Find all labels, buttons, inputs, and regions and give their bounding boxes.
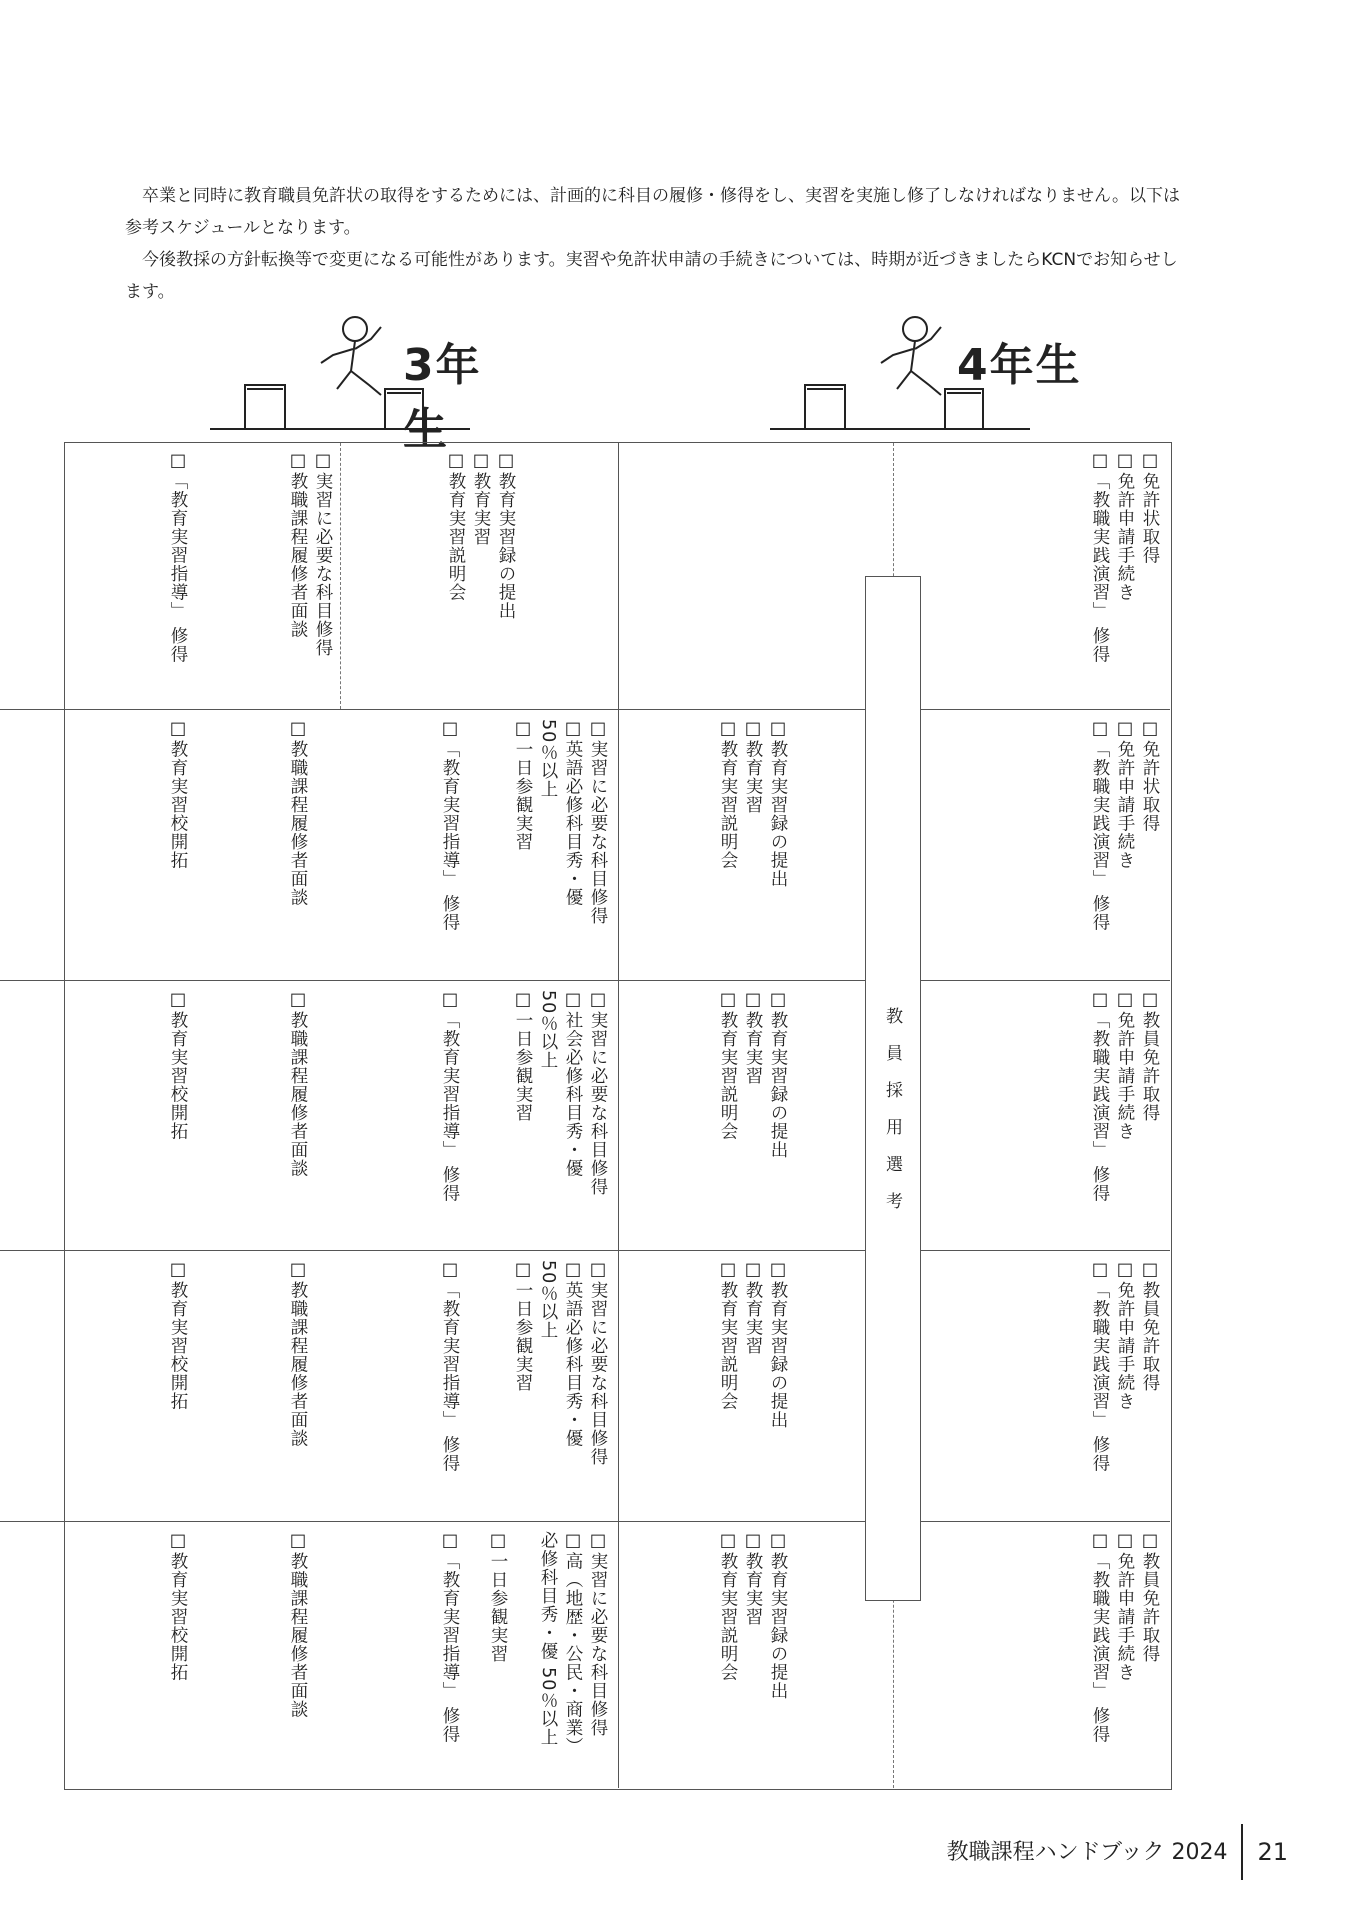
row4-y3-school-search: □教育実習校開拓 xyxy=(168,1260,188,1411)
row2-y4-seminar: □「教職実践演習」 修得 xyxy=(1090,719,1110,932)
row-divider-tick xyxy=(0,709,64,710)
row5-y3-grade-req: 必修科目秀・優 50％以上 xyxy=(538,1531,558,1747)
row5-y4-license: □教員免許取得 xyxy=(1140,1531,1160,1663)
row3-y3-required-subjects: □実習に必要な科目修得 xyxy=(588,990,608,1196)
year3-title: 3年生 xyxy=(403,340,482,455)
row3-y4-application: □免許申請手続き xyxy=(1115,990,1135,1141)
year-divider xyxy=(618,443,619,1788)
row4-y3-interview: □教職課程履修者面談 xyxy=(288,1260,308,1448)
row-divider-tick xyxy=(0,1250,64,1251)
row3-y4-practice: □教育実習 xyxy=(743,990,763,1085)
row3-y3-school-search: □教育実習校開拓 xyxy=(168,990,188,1141)
row2-y3-practice-guidance: □「教育実習指導」 修得 xyxy=(440,719,460,932)
row4-y3-practice-guidance: □「教育実習指導」 修得 xyxy=(440,1260,460,1473)
row5-y3-interview: □教職課程履修者面談 xyxy=(288,1531,308,1719)
row2-y4-practice: □教育実習 xyxy=(743,719,763,814)
row1-y4-seminar: □「教職実践演習」 修得 xyxy=(1090,451,1110,664)
schedule-table xyxy=(64,442,1172,1790)
row4-y3-observation: □一日参観実習 xyxy=(513,1260,533,1392)
row5-y4-practice: □教育実習 xyxy=(743,1531,763,1626)
intro-text xyxy=(125,180,1185,308)
row2-y4-record-submit: □教育実習録の提出 xyxy=(768,719,788,888)
row5-y3-high-school-subjects: □高（地歴・公民・商業） xyxy=(563,1531,583,1756)
row4-y4-license: □教員免許取得 xyxy=(1140,1260,1160,1392)
teacher-exam-label: 教員採用選考 xyxy=(882,1007,902,1229)
row1-y4-application: □免許申請手続き xyxy=(1115,451,1135,602)
row2-y3-grade-req: □英語必修科目秀・優 xyxy=(563,719,583,907)
row4-y3-grade-req: □英語必修科目秀・優 xyxy=(563,1260,583,1448)
row5-y3-required-subjects: □実習に必要な科目修得 xyxy=(588,1531,608,1737)
row3-y4-record-submit: □教育実習録の提出 xyxy=(768,990,788,1159)
row2-y3-percent: 50％以上 xyxy=(538,719,558,799)
row4-y4-seminar: □「教職実践演習」 修得 xyxy=(1090,1260,1110,1473)
row4-y4-record-submit: □教育実習録の提出 xyxy=(768,1260,788,1429)
row1-y4-license: □免許状取得 xyxy=(1140,451,1160,565)
year4-title: 4年生 xyxy=(957,340,1082,391)
row3-y4-license: □教員免許取得 xyxy=(1140,990,1160,1122)
row3-y4-briefing: □教育実習説明会 xyxy=(718,990,738,1141)
row5-y3-observation: □一日参観実習 xyxy=(488,1531,508,1663)
row5-y3-practice-guidance: □「教育実習指導」 修得 xyxy=(440,1531,460,1744)
row-divider-tick xyxy=(0,1521,64,1522)
teacher-exam-box xyxy=(865,576,921,1601)
year3-header xyxy=(205,315,525,455)
row1-y3-practice: □教育実習 xyxy=(471,451,491,546)
intro-paragraph-1: 卒業と同時に教育職員免許状の取得をするためには、計画的に科目の履修・修得をし、実習を実施し修了しなければなりません。以下は参考スケジュールとなります。 xyxy=(125,186,1181,238)
intro-paragraph-2: 今後教採の方針転換等で変更になる可能性があります。実習や免許状申請の手続きについては、時期が近づきましたらKCNでお知らせします。 xyxy=(125,250,1178,302)
row4-y4-briefing: □教育実習説明会 xyxy=(718,1260,738,1411)
row3-y3-grade-req: □社会必修科目秀・優 xyxy=(563,990,583,1178)
row2-y3-interview: □教職課程履修者面談 xyxy=(288,719,308,907)
row2-y3-school-search: □教育実習校開拓 xyxy=(168,719,188,870)
row3-y3-interview: □教職課程履修者面談 xyxy=(288,990,308,1178)
row2-y3-observation: □一日参観実習 xyxy=(513,719,533,851)
row-divider-tick xyxy=(0,980,64,981)
row1-y3-required-subjects: □実習に必要な科目修得 xyxy=(313,451,333,657)
row3-y3-observation: □一日参観実習 xyxy=(513,990,533,1122)
row2-y4-license: □免許状取得 xyxy=(1140,719,1160,833)
row3-y3-percent: 50％以上 xyxy=(538,990,558,1070)
row2-y3-required-subjects: □実習に必要な科目修得 xyxy=(588,719,608,925)
footer-divider xyxy=(1241,1824,1243,1880)
row1-y3-record-submit: □教育実習録の提出 xyxy=(496,451,516,620)
row4-y4-application: □免許申請手続き xyxy=(1115,1260,1135,1411)
row5-y4-application: □免許申請手続き xyxy=(1115,1531,1135,1682)
page-footer xyxy=(947,1828,1288,1880)
handbook-title: 教職課程ハンドブック 2024 xyxy=(946,1840,1228,1865)
row5-y3-school-search: □教育実習校開拓 xyxy=(168,1531,188,1682)
row1-y3-briefing: □教育実習説明会 xyxy=(446,451,466,602)
row4-y3-required-subjects: □実習に必要な科目修得 xyxy=(588,1260,608,1466)
row1-y3-practice-guidance: □「教育実習指導」 修得 xyxy=(168,451,188,664)
row2-y4-briefing: □教育実習説明会 xyxy=(718,719,738,870)
row1-dashed-divider xyxy=(340,443,341,709)
row5-y4-briefing: □教育実習説明会 xyxy=(718,1531,738,1682)
row4-y3-percent: 50％以上 xyxy=(538,1260,558,1340)
row2-y4-application: □免許申請手続き xyxy=(1115,719,1135,870)
row4-y4-practice: □教育実習 xyxy=(743,1260,763,1355)
row5-y4-record-submit: □教育実習録の提出 xyxy=(768,1531,788,1700)
year4-header xyxy=(765,315,1085,405)
row3-y3-practice-guidance: □「教育実習指導」 修得 xyxy=(440,990,460,1203)
row5-y4-seminar: □「教職実践演習」 修得 xyxy=(1090,1531,1110,1744)
row1-y3-interview: □教職課程履修者面談 xyxy=(288,451,308,639)
row3-y4-seminar: □「教職実践演習」 修得 xyxy=(1090,990,1110,1203)
page-number: 21 xyxy=(1257,1838,1288,1866)
